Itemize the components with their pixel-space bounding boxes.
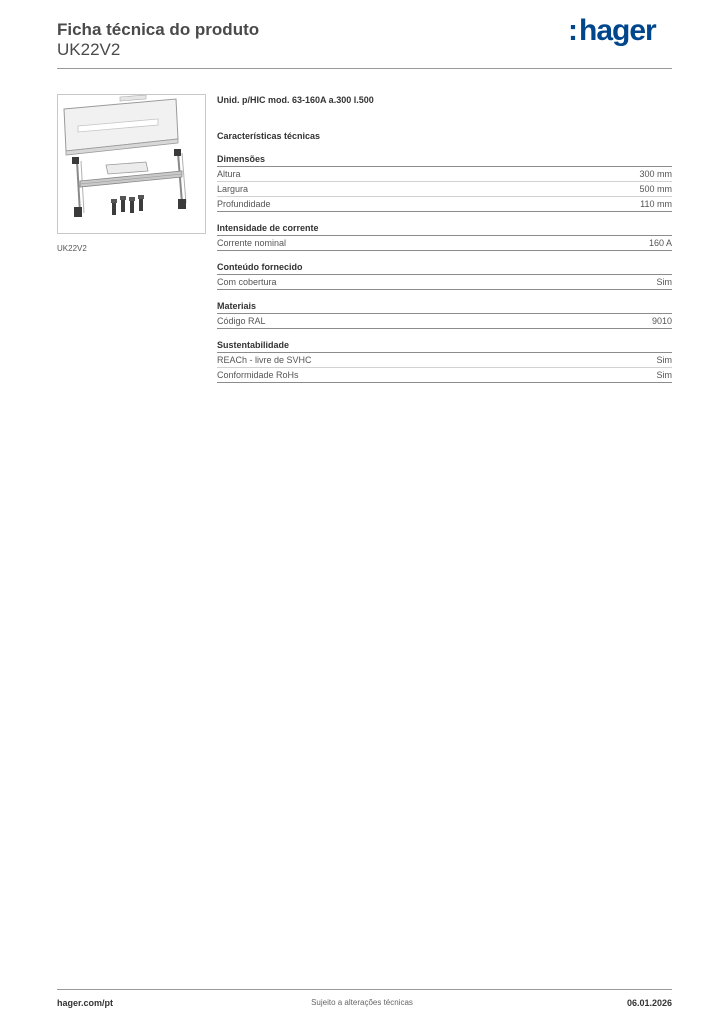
spec-group-current bbox=[217, 222, 672, 251]
group-title: Sustentabilidade bbox=[217, 339, 672, 353]
spec-row bbox=[217, 314, 672, 329]
group-title: Dimensões bbox=[217, 153, 672, 167]
spec-value: Sim bbox=[656, 355, 672, 365]
footer-notice: Sujeito a alterações técnicas bbox=[311, 998, 413, 1007]
spec-label: Corrente nominal bbox=[217, 238, 287, 248]
spec-label: REACh - livre de SVHC bbox=[217, 355, 312, 365]
group-title: Intensidade de corrente bbox=[217, 222, 672, 236]
spec-row bbox=[217, 167, 672, 182]
hager-logo bbox=[568, 14, 656, 48]
spec-value: 500 mm bbox=[639, 184, 672, 194]
image-caption: UK22V2 bbox=[57, 244, 87, 253]
spec-value: 300 mm bbox=[639, 169, 672, 179]
spec-row bbox=[217, 197, 672, 212]
spec-label: Profundidade bbox=[217, 199, 271, 209]
logo-text: hager bbox=[579, 14, 656, 47]
spec-row bbox=[217, 353, 672, 368]
spec-label: Largura bbox=[217, 184, 249, 194]
footer-divider bbox=[57, 989, 672, 990]
spec-row bbox=[217, 368, 672, 383]
spec-label: Código RAL bbox=[217, 316, 266, 326]
spec-label: Conformidade RoHs bbox=[217, 370, 299, 380]
spec-group-dimensions bbox=[217, 153, 672, 212]
product-name: Unid. p/HIC mod. 63-160A a.300 l.500 bbox=[217, 95, 374, 105]
header-divider bbox=[57, 68, 672, 69]
spec-value: 160 A bbox=[648, 238, 672, 248]
spec-label: Altura bbox=[217, 169, 241, 179]
enclosure-kit-illustration bbox=[58, 95, 205, 233]
group-title: Materiais bbox=[217, 300, 672, 314]
spec-group-sustainability bbox=[217, 339, 672, 383]
spec-value: Sim bbox=[656, 277, 672, 287]
logo-mark-icon: : bbox=[568, 14, 578, 47]
spec-row bbox=[217, 236, 672, 251]
footer-date: 06.01.2026 bbox=[626, 998, 672, 1008]
spec-section bbox=[217, 93, 672, 383]
product-image bbox=[57, 94, 206, 234]
spec-row bbox=[217, 182, 672, 197]
spec-value: 110 mm bbox=[640, 199, 672, 209]
spec-row bbox=[217, 275, 672, 290]
spec-value: 9010 bbox=[651, 316, 672, 326]
product-code: UK22V2 bbox=[57, 40, 121, 59]
footer-website-link[interactable]: hager.com/pt bbox=[57, 998, 114, 1008]
group-title: Conteúdo fornecido bbox=[217, 261, 672, 275]
spec-group-materials bbox=[217, 300, 672, 329]
spec-heading: Características técnicas bbox=[217, 131, 321, 141]
spec-value: Sim bbox=[656, 370, 672, 380]
page-title: Ficha técnica do produto bbox=[57, 20, 260, 39]
spec-group-contents bbox=[217, 261, 672, 290]
spec-label: Com cobertura bbox=[217, 277, 277, 287]
